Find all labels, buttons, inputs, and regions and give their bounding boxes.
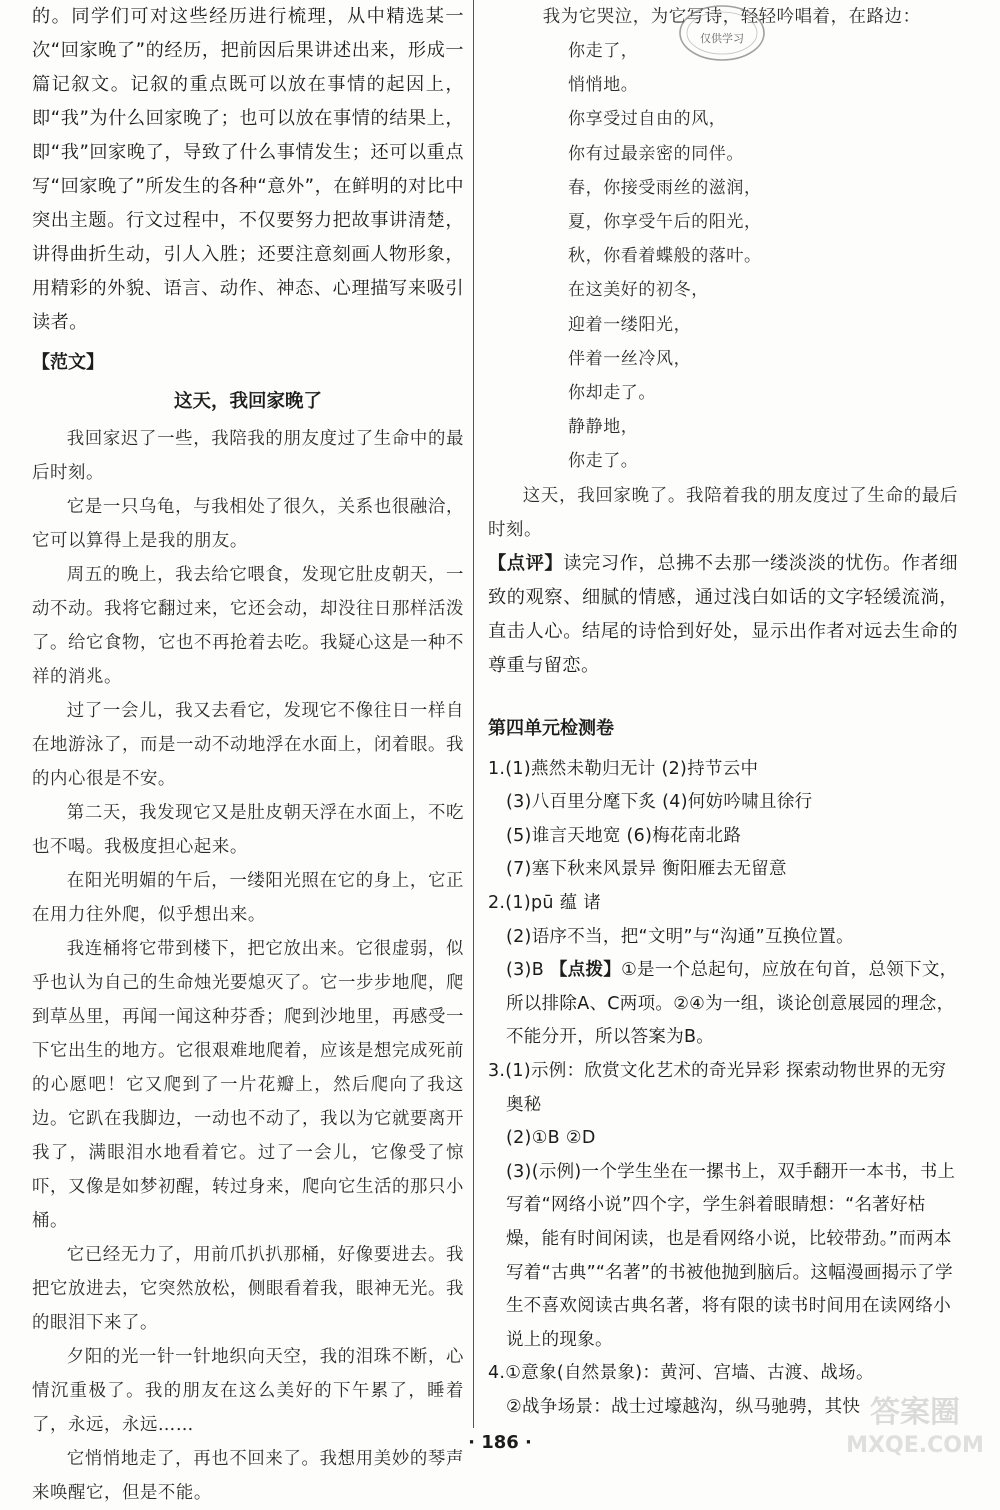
poem-line: 你有过最亲密的同伴。 (568, 143, 744, 164)
unit-test-title: 第四单元检测卷 (488, 717, 614, 739)
poem-line: 夏，你享受午后的阳光， (568, 212, 762, 233)
essay-paragraph: 我回家迟了一些，我陪我的朋友度过了生命中的最后时刻。 (32, 429, 464, 483)
hint-tag: 【点拨】 (549, 960, 622, 981)
essay-paragraph: 周五的晚上，我去给它喂食，发现它肚皮朝天，一动不动。我将它翻过来，它还会动，却没往日那样活泼了。给它食物，它也不再抢着去吃。我疑心这是一种不祥的消兆。 (32, 565, 464, 687)
poem-line: 悄悄地。 (568, 75, 639, 96)
poem-line: 静静地， (568, 417, 639, 438)
poem-line: 迎着一缕阳光， (568, 314, 692, 335)
question-1 (488, 753, 958, 887)
answer-line: (2)①B ②D (506, 1128, 596, 1149)
answer-text: ①是一个总起句，应放在句首，总领下文，所以排除A、C两项。②④为一组，谈论创意展园的理念，不能分开，所以答案为B。 (506, 960, 958, 1048)
essay-paragraph: 它是一只乌龟，与我相处了很久，关系也很融洽，它可以算得上是我的朋友。 (32, 497, 464, 551)
essay-ending: 这天，我回家晚了。我陪着我的朋友度过了生命的最后时刻。 (488, 485, 958, 540)
question-3 (488, 1055, 958, 1357)
poem-lead: 我为它哭泣，为它写诗，轻轻吟唱着，在路边： (542, 7, 921, 27)
right-column (488, 0, 958, 1425)
question-number: 4. (488, 1363, 506, 1384)
poem-line: 春，你接受雨丝的滋润， (568, 177, 762, 198)
essay-paragraph: 夕阳的光一针一针地织向天空，我的泪珠不断，心情沉重极了。我的朋友在这么美好的下午累了，睡着了，永远，永远…… (32, 1347, 464, 1435)
watermark-logo (840, 1388, 990, 1460)
comment-text: 读完习作，总拂不去那一缕淡淡的忧伤。作者细致的观察、细腻的情感，通过浅白如话的文字轻缓流淌，直击人心。结尾的诗恰到好处，显示出作者对远去生命的尊重与留恋。 (488, 552, 958, 676)
answer-line: (2)语序不当，把“文明”与“沟通”互换位置。 (506, 926, 854, 947)
poem-line: 秋，你看着蝶般的落叶。 (568, 246, 762, 267)
column-divider (473, 0, 474, 1428)
poem-line: 你享受过自由的风， (568, 109, 727, 130)
answer-line (488, 753, 958, 787)
intro-paragraph: 的。同学们可对这些经历进行梳理，从中精选某一次“回家晚了”的经历，把前因后果讲述出来，形成一篇记叙文。记叙的重点既可以放在事情的起因上，即“我”为什么回家晚了；也可以放在事情的结果上，即“我”回家晚了，导致了什么事情发生；还可以重点写“回家晚了”所发生的各种“意外”，在鲜明的对比中突出主题。行文过程中，不仅要努力把故事讲清楚，讲得曲折生动，引人入胜；还要注意刻画人物形象，用精彩的外貌、语言、动作、神态、心理描写来吸引读者。 (32, 6, 464, 333)
stamp-text: 仅供学习 (700, 32, 744, 45)
stamp-seal (676, 2, 768, 64)
essay-title: 这天，我回家晚了 (173, 391, 322, 412)
question-2 (488, 887, 958, 1055)
svg-text:MXQE.COM: MXQE.COM (846, 1433, 984, 1458)
comment-paragraph (488, 547, 958, 683)
poem-line: 你走了， (568, 41, 639, 61)
answer-line (488, 887, 958, 921)
answer-line: (7)塞下秋来风景异 衡阳雁去无留意 (506, 859, 787, 880)
poem-line: 你走了。 (568, 451, 639, 472)
answer-line (488, 1357, 958, 1391)
left-column (32, 0, 464, 1510)
answer-line: (3)八百里分麾下炙 (4)何妨吟啸且徐行 (506, 792, 813, 813)
answer-text: (3)B (506, 960, 550, 981)
essay-paragraph: 它已经无力了，用前爪扒扒那桶，好像要进去。我把它放进去，它突然放松，侧眼看着我，眼神无光。我的眼泪下来了。 (32, 1245, 464, 1333)
answer-line (488, 954, 958, 1055)
model-essay-tag: 【范文】 (32, 352, 104, 373)
comment-tag: 【点评】 (488, 552, 564, 574)
essay-paragraph: 在阳光明媚的午后，一缕阳光照在它的身上，它正在用力往外爬，似乎想出来。 (32, 871, 464, 925)
answer-line: ②战争场景：战士过壕越沟，纵马驰骋，其快 (506, 1396, 861, 1417)
poem-line: 伴着一丝冷风， (568, 348, 692, 369)
poem (488, 34, 958, 479)
poem-line: 在这美好的初冬， (568, 280, 709, 301)
essay-paragraph: 第二天，我发现它又是肚皮朝天浮在水面上，不吃也不喝。我极度担心起来。 (32, 803, 464, 857)
essay-paragraph: 我连桶将它带到楼下，把它放出来。它很虚弱，似乎也认为自己的生命烛光要熄灭了。它一步步地爬，爬到草丛里，再闻一闻这种芬香；爬到沙地里，再感受一下它出生的地方。它很艰难地爬着，应该是想完成死前的心愿吧！它又爬到了一片花瓣上，然后爬向了我这边。它趴在我脚边，一动也不动了，我以为它就要离开我了，满眼泪水地看着它。过了一会儿，它像受了惊吓，又像是如梦初醒，转过身来，爬向它生活的那只小桶。 (32, 939, 464, 1231)
answer-line: (3)(示例)一个学生坐在一摞书上，双手翻开一本书，书上写着“网络小说”四个字，学生斜着眼睛想：“名著好枯燥，能有时间闲读，也是看网络小说，比较带劲。”而两本写着“古典”“名著”的书被他抛到脑后。这幅漫画揭示了学生不喜欢阅读古典名著，将有限的读书时间用在读网络小说上的现象。 (506, 1161, 956, 1350)
answer-text: (1)pū 蕴 诸 (505, 893, 602, 914)
question-number: 2. (488, 893, 506, 914)
question-number: 3. (488, 1060, 506, 1081)
poem-line: 你却走了。 (568, 383, 656, 404)
page-number: · 186 · (468, 1432, 532, 1453)
answer-line: (5)谁言天地宽 (6)梅花南北路 (506, 825, 742, 846)
essay-paragraph: 它悄悄地走了，再也不回来了。我想用美妙的琴声来唤醒它，但是不能。 (32, 1449, 464, 1503)
question-number: 1. (488, 758, 506, 779)
essay-paragraph: 过了一会儿，我又去看它，发现它不像往日一样自在地游泳了，而是一动不动地浮在水面上，闭着眼。我的内心很是不安。 (32, 701, 464, 789)
answer-line (488, 1055, 958, 1122)
svg-text:答案圈: 答案圈 (870, 1395, 960, 1430)
answer-text: ①意象(自然景象)：黄河、宫墙、古渡、战场。 (505, 1363, 874, 1384)
answer-text: (1)示例：欣赏文化艺术的奇光异彩 探索动物世界的无穷奥秘 (505, 1060, 947, 1115)
answer-text: (1)燕然未勒归无计 (2)持节云中 (505, 758, 759, 779)
